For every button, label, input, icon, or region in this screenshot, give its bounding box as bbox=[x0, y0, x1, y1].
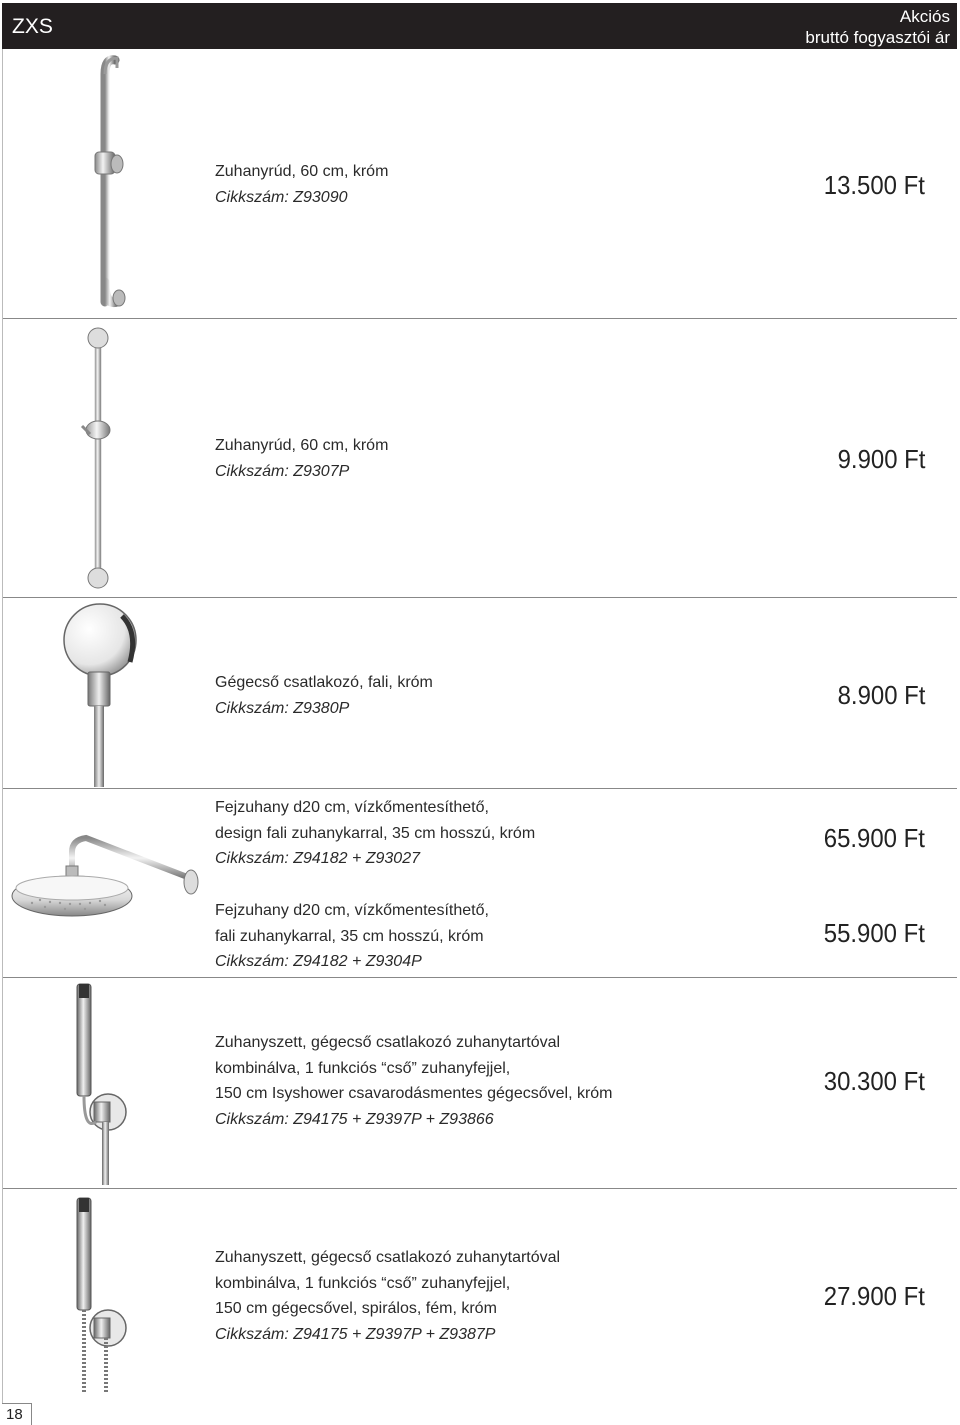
product-code: Cikkszám: Z9380P bbox=[215, 699, 350, 717]
product-code: Cikkszám: Z94175 + Z9397P + Z9387P bbox=[215, 1325, 496, 1343]
product-description bbox=[215, 670, 433, 721]
product-description bbox=[215, 898, 489, 975]
product-name: Zuhanyrúd, 60 cm, króm bbox=[215, 437, 389, 454]
page-number: 18 bbox=[2, 1403, 32, 1425]
product-code: Cikkszám: Z94182 + Z9304P bbox=[215, 953, 422, 970]
price-heading-line1: Akciós bbox=[899, 7, 950, 26]
product-code: Cikkszám: Z94182 + Z93027 bbox=[215, 850, 420, 867]
product-name-line: Zuhanyszett, gégecső csatlakozó zuhanytartóval bbox=[215, 1034, 561, 1051]
product-code: Cikkszám: Z93090 bbox=[215, 188, 348, 206]
row-divider bbox=[2, 977, 957, 978]
chrome-shower-rail-icon bbox=[75, 52, 135, 316]
product-description bbox=[215, 1245, 560, 1347]
product-name-line: Fejzuhany d20 cm, vízkőmentesíthető, bbox=[215, 799, 489, 816]
product-name-line: Fejzuhany d20 cm, vízkőmentesíthető, bbox=[215, 902, 489, 919]
row-divider bbox=[2, 788, 957, 789]
product-price: 30.300 Ft bbox=[823, 1066, 925, 1096]
shower-set-spiral-icon bbox=[70, 1192, 130, 1400]
product-price: 8.900 Ft bbox=[837, 680, 925, 710]
product-name-line: 150 cm gégecsővel, spirálos, fém, króm bbox=[215, 1300, 497, 1317]
shower-set-icon bbox=[70, 980, 130, 1185]
product-price: 27.900 Ft bbox=[823, 1281, 925, 1311]
product-name-line: fali zuhanykarral, 35 cm hosszú, króm bbox=[215, 927, 484, 945]
header-bar bbox=[2, 3, 957, 49]
product-name: Zuhanyrúd, 60 cm, króm bbox=[215, 163, 389, 180]
product-price: 65.900 Ft bbox=[823, 823, 925, 853]
product-description bbox=[215, 1030, 613, 1132]
row-divider bbox=[2, 1188, 957, 1189]
brand-title: ZXS bbox=[12, 15, 53, 38]
product-name-line: kombinálva, 1 funkciós “cső” zuhanyfejjel, bbox=[215, 1059, 511, 1077]
price-column-heading bbox=[805, 6, 950, 48]
product-description bbox=[215, 433, 388, 484]
price-heading-line2: bruttó fogyasztói ár bbox=[805, 28, 950, 47]
slim-shower-rail-icon bbox=[78, 322, 128, 594]
left-border bbox=[2, 49, 3, 1403]
product-code: Cikkszám: Z9307P bbox=[215, 462, 350, 480]
product-price: 9.900 Ft bbox=[837, 444, 925, 474]
product-name-line: 150 cm Isyshower csavarodásmentes gégecsővel, króm bbox=[215, 1085, 613, 1102]
product-price: 55.900 Ft bbox=[823, 918, 925, 948]
row-divider bbox=[2, 318, 957, 319]
overhead-shower-with-arm-icon bbox=[10, 808, 200, 928]
product-name-line: kombinálva, 1 funkciós “cső” zuhanyfejjel, bbox=[215, 1274, 511, 1292]
product-code: Cikkszám: Z94175 + Z9397P + Z93866 bbox=[215, 1110, 494, 1128]
product-name-line: Zuhanyszett, gégecső csatlakozó zuhanytartóval bbox=[215, 1249, 561, 1266]
product-name-line: design fali zuhanykarral, 35 cm hosszú, króm bbox=[215, 824, 536, 842]
product-price: 13.500 Ft bbox=[823, 170, 925, 200]
product-name: Gégecső csatlakozó, fali, króm bbox=[215, 674, 433, 691]
wall-hose-connector-icon bbox=[60, 602, 140, 787]
product-description bbox=[215, 795, 535, 872]
product-description bbox=[215, 159, 388, 210]
row-divider bbox=[2, 597, 957, 598]
